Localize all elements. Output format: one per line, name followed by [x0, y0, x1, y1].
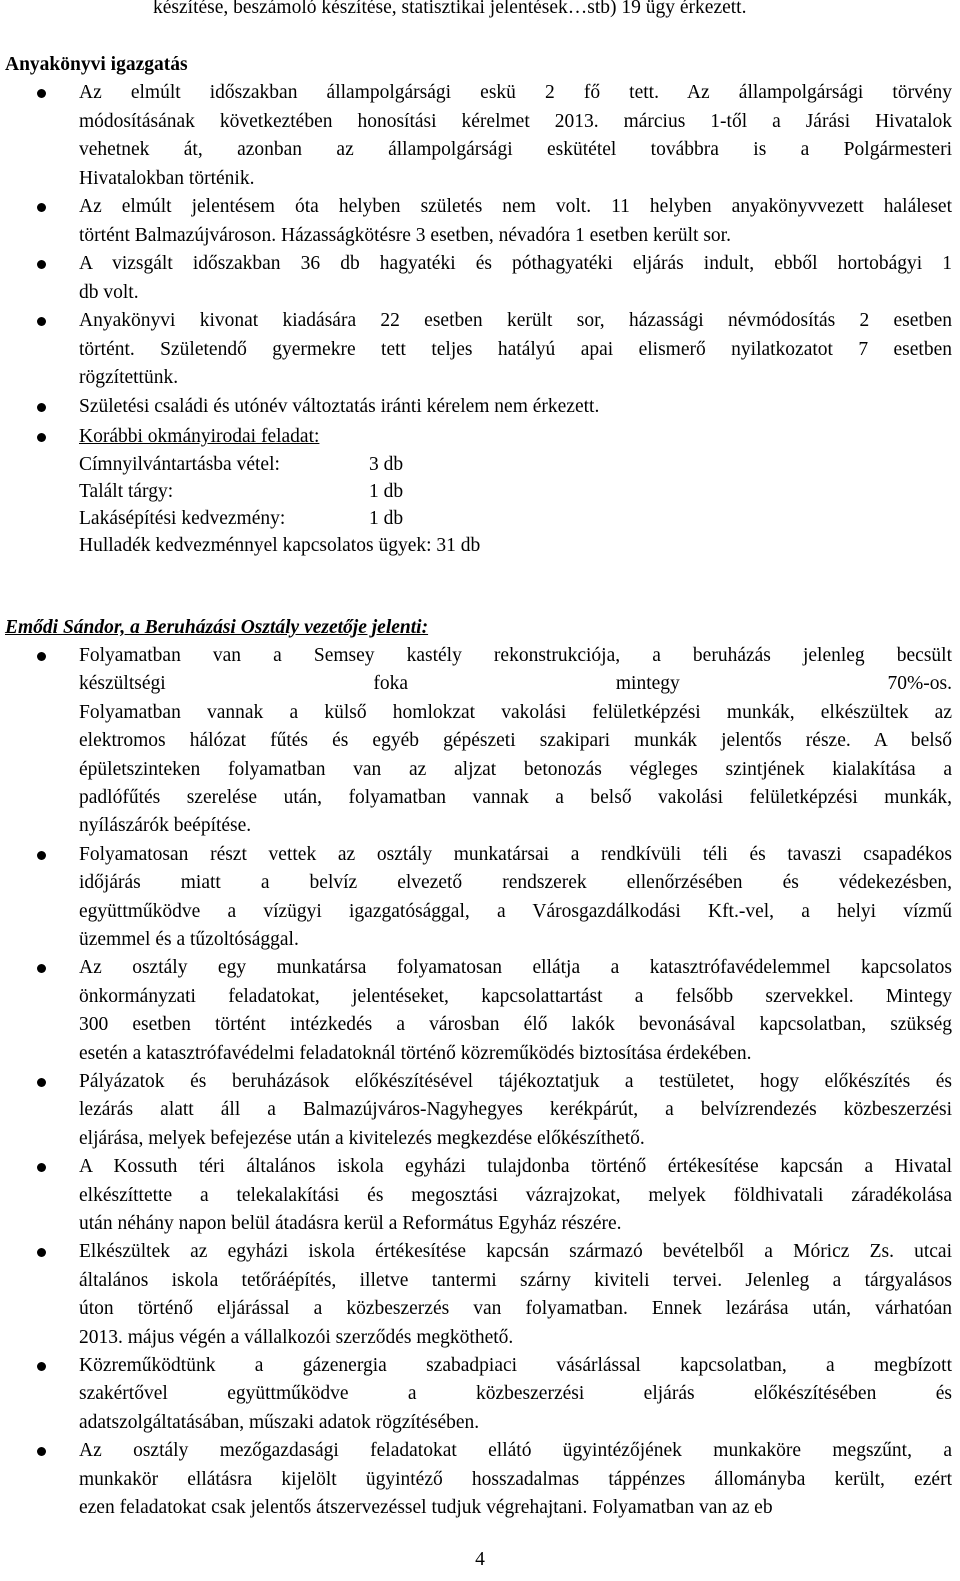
list-item-line: készültségi foka mintegy 70%-os.	[79, 673, 952, 695]
list-item-line: Anyakönyvi kivonat kiadására 22 esetben került sor, házassági névmódosítás 2 esetben	[79, 310, 952, 331]
list-item-line: munkakör ellátásra kijelölt ügyintéző hosszadalmas táppénzes állományba került, ezért	[79, 1468, 952, 1490]
bullet-icon	[37, 652, 46, 661]
okmany-last-row: Hulladék kedvezménnyel kapcsolatos ügyek: 31 db	[79, 535, 481, 556]
list-item-line: A vizsgált időszakban 36 db hagyatéki és póthagyatéki eljárás indult, ebből hortobágyi 1	[79, 253, 952, 274]
okmany-title: Korábbi okmányirodai feladat:	[79, 426, 320, 447]
list-item-line: eljárása, melyek befejezése után a kivitelezés megkezdése előkészíthető.	[79, 1127, 645, 1149]
list-item-line: A Kossuth téri általános iskola egyházi tulajdonba történő értékesítése kapcsán a Hivatal	[79, 1156, 952, 1178]
okmany-row-label: Lakásépítési kedvezmény:	[79, 508, 286, 529]
list-item-line: üzemmel és a tűzoltósággal.	[79, 929, 299, 950]
bullet-icon	[37, 1078, 46, 1087]
list-item-line: adatszolgáltatásában, műszaki adatok rögzítésében.	[79, 1411, 480, 1433]
list-item-line: esetén a katasztrófavédelmi feladatoknál történő közreműködés biztosítása érdekében.	[79, 1042, 752, 1064]
okmany-row	[79, 479, 403, 505]
list-item-line: történt. Születendő gyermekre tett teljes hatályú apai elismerő nyilatkozatot 7 esetben	[79, 338, 952, 360]
bullet-icon	[37, 317, 46, 326]
list-item-line: időjárás miatt a belvíz elvezető rendszerek ellenőrzésében és védekezésben,	[79, 872, 952, 894]
bullet-icon	[37, 851, 46, 860]
bullet-icon	[37, 1447, 46, 1456]
list-item-line: 2013. május végén a vállalkozói szerződés megköthető.	[79, 1326, 514, 1348]
list-item-line: épületszinteken folyamatban van az aljzat betonozás végleges szintjének kialakítása a	[79, 758, 952, 780]
bullet-icon	[37, 964, 46, 973]
page-number: 4	[475, 1549, 485, 1570]
list-item-line: Az osztály mezőgazdasági feladatokat ellátó ügyintézőjének munkaköre megszűnt, a	[79, 1440, 952, 1462]
list-item-line: ezen feladatokat csak jelentős átszervezéssel tudjuk végrehajtani. Folyamatban van az eb	[79, 1497, 773, 1518]
bullet-icon	[37, 260, 46, 269]
bullet-icon	[37, 1163, 46, 1172]
bullet-icon	[37, 1248, 46, 1257]
list-item-line: elkészíttette a telekalakítási és megosztási vázrajzokat, melyek földhivatali záradékolása	[79, 1184, 952, 1206]
list-item-line: rögzítettünk.	[79, 367, 179, 388]
list-item-line: padlófűtés szerelése után, folyamatban vannak a belső vakolási felületképzési munkák,	[79, 787, 952, 808]
bullet-icon	[37, 1362, 46, 1371]
list-item-line: Elkészültek az egyházi iskola értékesítése kapcsán származó bevételből a Móricz Zs. utcai	[79, 1241, 952, 1263]
okmany-row-value: 1 db	[369, 508, 404, 529]
list-item-line: Folyamatosan részt vettek az osztály munkatársai a rendkívüli téli és tavaszi csapadékos	[79, 843, 952, 865]
list-item-line: Közreműködtünk a gázenergia szabadpiaci vásárlással kapcsolatban, a megbízott	[79, 1355, 952, 1376]
list-item-line: szakértővel együttműködve a közbeszerzési eljárás előkészítésében és	[79, 1383, 952, 1405]
list-item-line: Az elmúlt jelentésem óta helyben születés nem volt. 11 helyben anyakönyvvezett haláleset	[79, 196, 952, 217]
list-item-line: db volt.	[79, 281, 139, 303]
bullet-icon	[37, 403, 46, 412]
okmany-row-label: Talált tárgy:	[79, 481, 174, 502]
list-item-line: Hivatalokban történik.	[79, 167, 255, 189]
okmany-row-value: 1 db	[369, 481, 404, 502]
list-item-line: Folyamatban vannak a külső homlokzat vakolási felületképzési munkák, elkészültek az	[79, 701, 952, 723]
list-item-line: úton történő eljárással a közbeszerzés van folyamatban. Ennek lezárása után, várhatóan	[79, 1298, 952, 1320]
bullet-icon	[37, 203, 46, 212]
list-item-line: Az elmúlt időszakban állampolgársági eskü 2 fő tett. Az állampolgársági törvény	[79, 82, 952, 103]
list-item-line: együttműködve a vízügyi igazgatósággal, a Városgazdálkodási Kft.-vel, a helyi vízmű	[79, 900, 952, 922]
section-heading-beruhazasi: Emődi Sándor, a Beruházási Osztály vezetője jelenti:	[5, 617, 429, 638]
list-item-line: elektromos hálózat fűtés és egyéb gépészeti szakipari munkák jelentős része. A belső	[79, 730, 952, 752]
list-item-line: lezárás alatt áll a Balmazújváros-Nagyhegyes kerékpárút, a belvízrendezés közbeszerzési	[79, 1099, 952, 1121]
section-heading-anyakonyvi: Anyakönyvi igazgatás	[5, 54, 188, 75]
list-item-line: nyílászárók beépítése.	[79, 815, 252, 837]
okmany-row-value: 3 db	[369, 454, 404, 475]
list-item-line: önkormányzati feladatokat, jelentéseket, kapcsolattartást a felsőbb szervekkel. Mintegy	[79, 985, 952, 1007]
list-item-line: Az osztály egy munkatársa folyamatosan ellátja a katasztrófavédelemmel kapcsolatos	[79, 957, 952, 979]
list-item-line: Születési családi és utónév változtatás iránti kérelem nem érkezett.	[79, 395, 600, 417]
okmany-row-label: Címnyilvántartásba vétel:	[79, 454, 280, 475]
okmany-row	[79, 506, 403, 532]
list-item-line: általános iskola tetőráépítés, illetve tantermi szárny kiviteli tervei. Jelenleg a tárgyalásos	[79, 1269, 952, 1291]
list-item-line: Folyamatban van a Semsey kastély rekonstrukciója, a beruházás jelenleg becsült	[79, 645, 952, 666]
intro-tail-text: készítése, beszámoló készítése, statisztikai jelentések…stb) 19 ügy érkezett.	[153, 0, 747, 18]
bullet-icon	[37, 433, 46, 442]
list-item-line: vehetnek át, azonban az állampolgársági eskütétel továbbra is a Polgármesteri	[79, 139, 952, 160]
list-item-line: 300 esetben történt intézkedés a városban élő lakók bevonásával kapcsolatban, szükség	[79, 1014, 952, 1036]
okmany-row	[79, 452, 403, 478]
list-item-line: Pályázatok és beruházások előkészítésével tájékoztatjuk a testületet, hogy előkészítés és	[79, 1071, 952, 1092]
bullet-icon	[37, 89, 46, 98]
list-item-line: módosításának következtében honosítási kérelmet 2013. március 1-től a Járási Hivatalok	[79, 110, 952, 132]
list-item-line: után néhány napon belül átadásra kerül a Református Egyház részére.	[79, 1213, 622, 1234]
list-item-line: történt Balmazújvároson. Házasságkötésre 3 esetben, névadóra 1 esetben került sor.	[79, 224, 731, 246]
